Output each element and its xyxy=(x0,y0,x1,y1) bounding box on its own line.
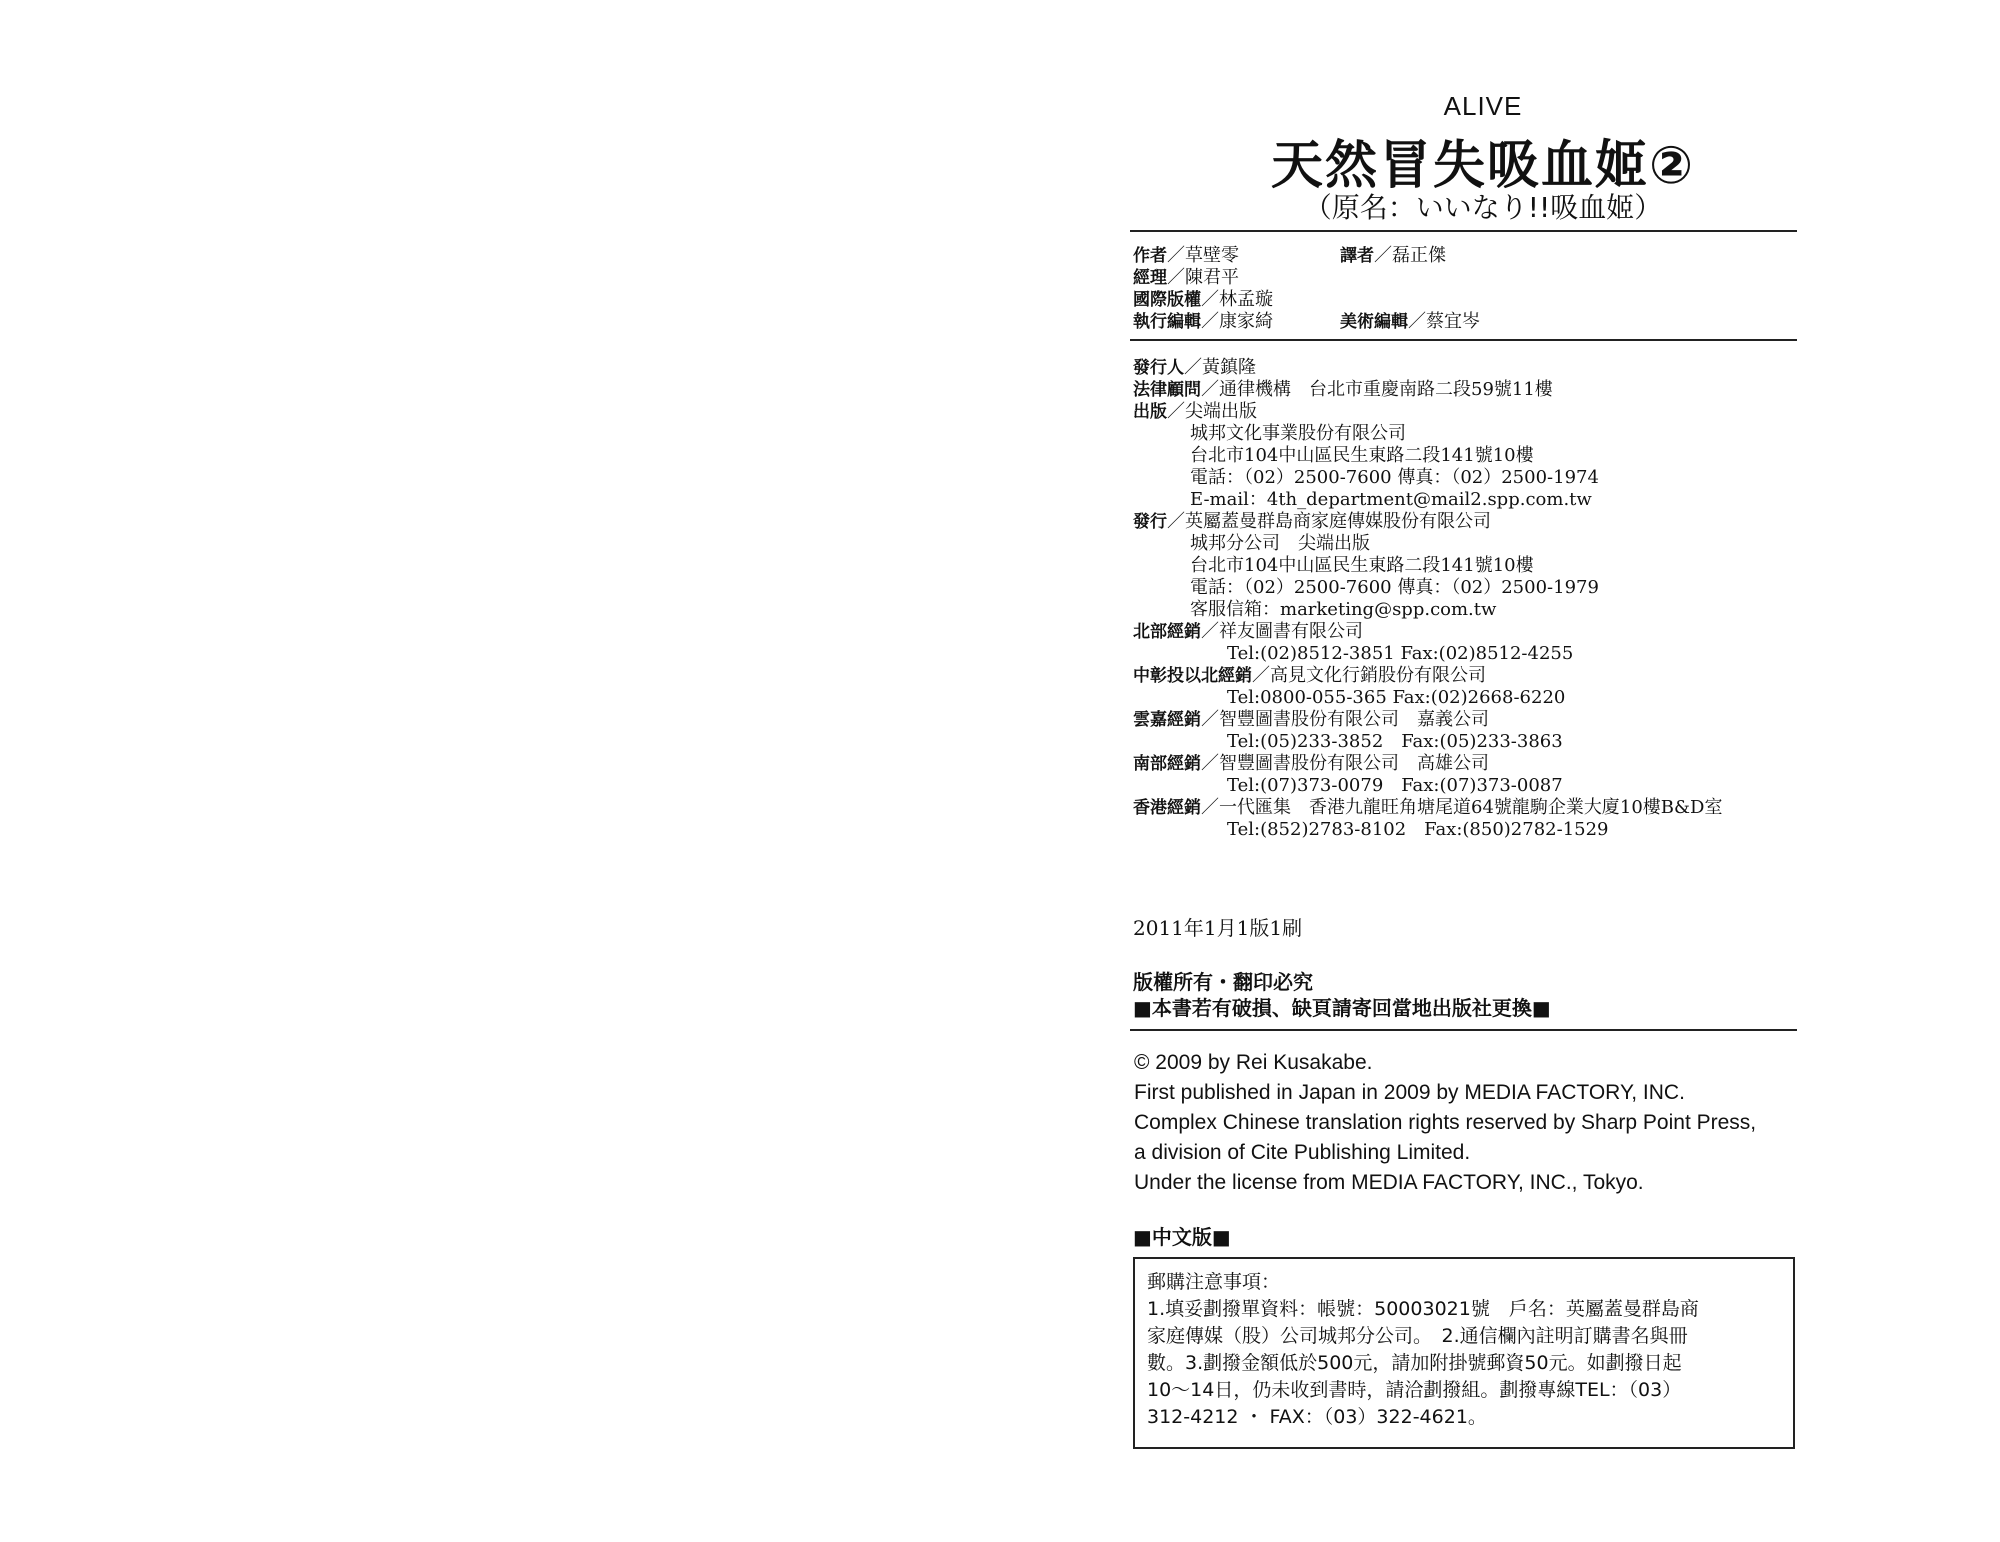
notice-line: 數。3.劃撥金額低於500元，請加附掛號郵資50元。如劃撥日起 xyxy=(1147,1352,1682,1374)
staff-value: 蔡宜岑 xyxy=(1426,311,1480,332)
publisher-line: 法律顧問／通律機構 台北市重慶南路二段59號11樓 xyxy=(1133,379,1553,400)
publisher-line: 發行人／黃鎮隆 xyxy=(1133,357,1256,378)
staff-value: 康家綺 xyxy=(1219,311,1273,332)
staff-label: 美術編輯 xyxy=(1340,312,1408,332)
divider xyxy=(1130,230,1797,232)
divider xyxy=(1130,339,1797,341)
staff-label: 執行編輯 xyxy=(1133,312,1201,332)
notice-line: 10～14日，仍未收到書時，請洽劃撥組。劃撥專線TEL：（03） xyxy=(1147,1379,1682,1401)
staff-label: 作者 xyxy=(1133,246,1167,266)
copyright-line: Complex Chinese translation rights reserved by Sharp Point Press, xyxy=(1134,1111,1757,1134)
copyright-line: a division of Cite Publishing Limited. xyxy=(1134,1141,1471,1164)
staff-value: 磊正傑 xyxy=(1392,245,1446,266)
edition-date: 2011年1月1版1刷 xyxy=(1133,916,1303,940)
copyright-line: First published in Japan in 2009 by MEDIA FACTORY, INC. xyxy=(1134,1081,1685,1104)
publisher-line: 台北市104中山區民生東路二段141號10樓 xyxy=(1190,555,1534,576)
publisher-line: 台北市104中山區民生東路二段141號10樓 xyxy=(1190,445,1534,466)
distributor-contact: Tel:(05)233-3852 Fax:(05)233-3863 xyxy=(1227,731,1563,752)
staff-editor: 執行編輯／康家綺 xyxy=(1133,311,1273,332)
staff-art-editor: 美術編輯／蔡宜岑 xyxy=(1340,311,1480,332)
staff-label: 譯者 xyxy=(1340,246,1374,266)
staff-rights: 國際版權／林孟璇 xyxy=(1133,289,1273,310)
publisher-email: 客服信箱：marketing@spp.com.tw xyxy=(1190,599,1497,620)
distributor-row: 南部經銷／智豐圖書股份有限公司 高雄公司 xyxy=(1133,753,1489,774)
notice-line: 家庭傳媒（股）公司城邦分公司。 2.通信欄內註明訂購書名與冊 xyxy=(1147,1325,1688,1347)
publisher-email: E-mail：4th_department@mail2.spp.com.tw xyxy=(1190,489,1592,510)
staff-value: 林孟璇 xyxy=(1219,289,1273,310)
staff-value: 草壁零 xyxy=(1185,245,1239,266)
staff-author: 作者／草壁零 xyxy=(1133,245,1239,266)
publisher-line: 電話：（02）2500-7600 傳真：（02）2500-1974 xyxy=(1190,467,1599,488)
copyright-line: Under the license from MEDIA FACTORY, INC., Tokyo. xyxy=(1134,1171,1644,1194)
notice-line: 1.填妥劃撥單資料：帳號：50003021號 戶名：英屬蓋曼群島商 xyxy=(1147,1298,1699,1320)
distributor-row: 中彰投以北經銷／高見文化行銷股份有限公司 xyxy=(1133,665,1486,686)
mail-order-notice-box xyxy=(1133,1257,1795,1449)
publisher-line: 發行／英屬蓋曼群島商家庭傳媒股份有限公司 xyxy=(1133,511,1491,532)
notice-title: 郵購注意事項： xyxy=(1147,1271,1281,1293)
edition-label: ■中文版■ xyxy=(1133,1225,1231,1249)
publisher-line: 城邦分公司 尖端出版 xyxy=(1190,533,1370,554)
distributor-contact: Tel:(852)2783-8102 Fax:(850)2782-1529 xyxy=(1227,819,1609,840)
rights-notice: 版權所有・翻印必究 xyxy=(1133,970,1313,994)
original-title: （原名：いいなり!!吸血姬） xyxy=(1303,191,1663,224)
distributor-contact: Tel:0800-055-365 Fax:(02)2668-6220 xyxy=(1227,687,1566,708)
distributor-row: 香港經銷／一代匯集 香港九龍旺角塘尾道64號龍駒企業大廈10樓B&D室 xyxy=(1133,797,1723,818)
series-label: ALIVE xyxy=(1443,91,1523,121)
publisher-line: 電話：（02）2500-7600 傳真：（02）2500-1979 xyxy=(1190,577,1599,598)
staff-value: 陳君平 xyxy=(1185,267,1239,288)
book-title: 天然冒失吸血姬② xyxy=(1270,136,1696,196)
distributor-row: 北部經銷／祥友圖書有限公司 xyxy=(1133,621,1363,642)
distributor-contact: Tel:(02)8512-3851 Fax:(02)8512-4255 xyxy=(1227,643,1574,664)
divider xyxy=(1130,1029,1797,1031)
notice-line: 312-4212 ・ FAX：（03）322-4621。 xyxy=(1147,1406,1487,1428)
distributor-contact: Tel:(07)373-0079 Fax:(07)373-0087 xyxy=(1227,775,1563,796)
staff-label: 經理 xyxy=(1133,268,1167,288)
publisher-line: 出版／尖端出版 xyxy=(1133,401,1257,422)
distributor-row: 雲嘉經銷／智豐圖書股份有限公司 嘉義公司 xyxy=(1133,709,1489,730)
staff-label: 國際版權 xyxy=(1133,290,1201,310)
copyright-line: © 2009 by Rei Kusakabe. xyxy=(1134,1051,1373,1074)
publisher-line: 城邦文化事業股份有限公司 xyxy=(1190,423,1406,444)
damage-notice: ■本書若有破損、缺頁請寄回當地出版社更換■ xyxy=(1133,996,1551,1020)
staff-manager: 經理／陳君平 xyxy=(1133,267,1239,288)
staff-translator: 譯者／磊正傑 xyxy=(1340,245,1446,266)
